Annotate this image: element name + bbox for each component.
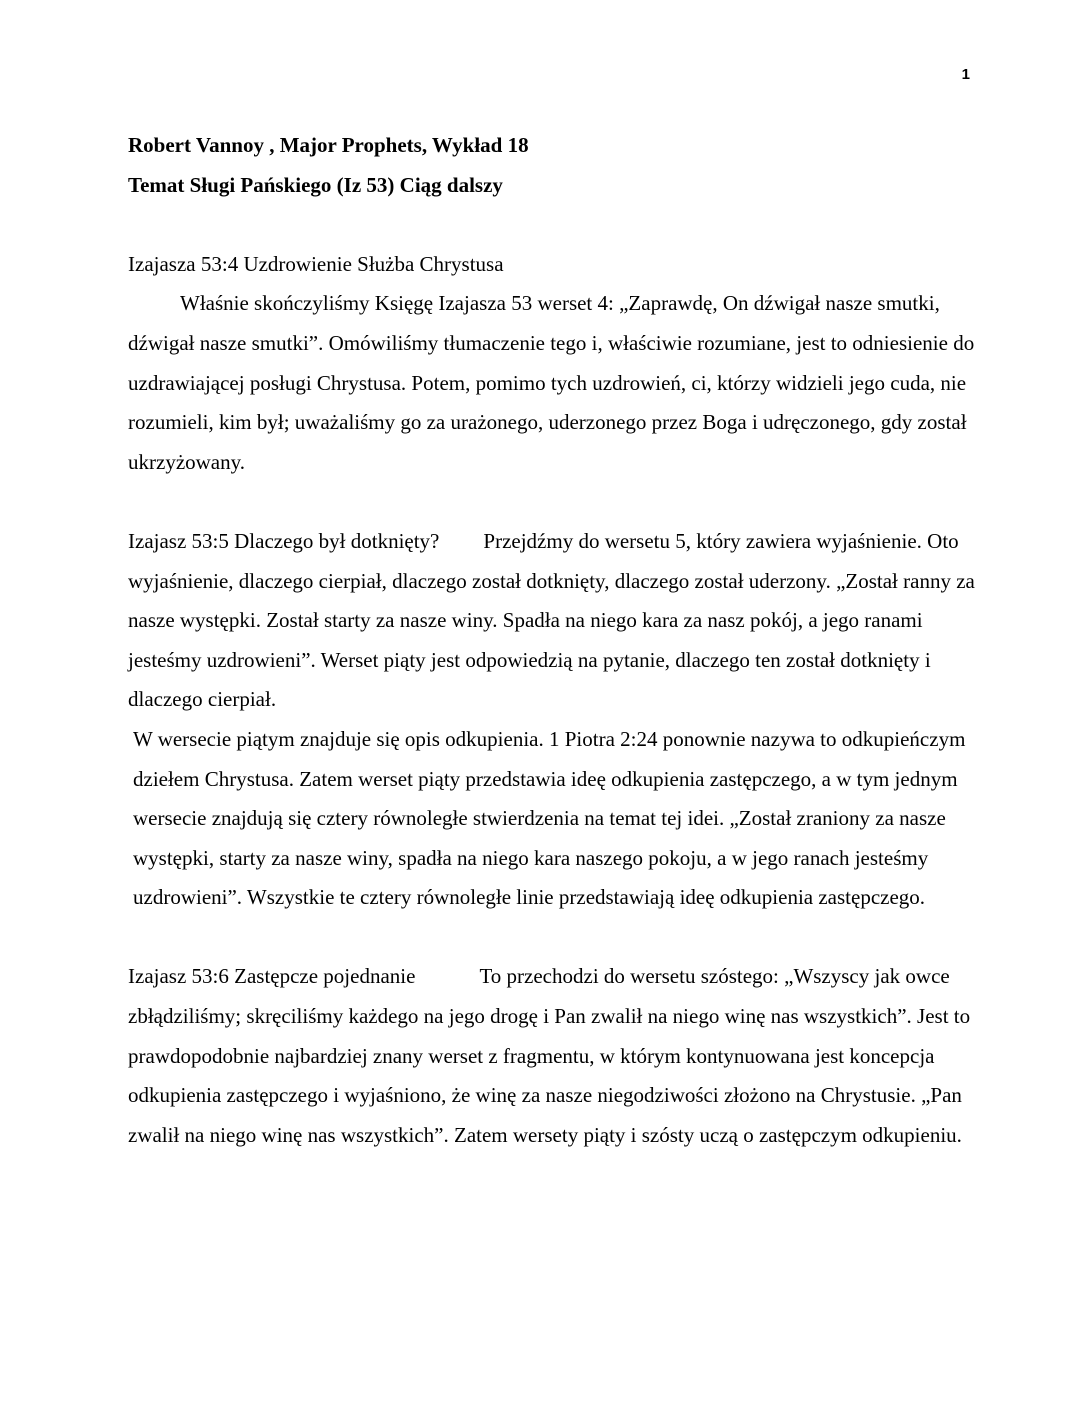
section-heading-53-5: Izajasz 53:5 Dlaczego był dotknięty? <box>128 528 440 553</box>
document-title: Robert Vannoy , Major Prophets, Wykład 18 <box>128 133 529 157</box>
paragraph-53-5-continued: W wersecie piątym znajduje się opis odkupienia. 1 Piotra 2:24 ponownie nazywa to odkupieńczym dziełem Chrystusa. Zatem werset piąty przedstawia ideę odkupienia zastępczego, a w tym jednym wersecie znajdują się cztery równoległe stwierdzenia na temat tej idei. „Został zraniony za nasze występki, starty za nasze winy, spadła na niego kara naszego pokoju, a w jego ranach jesteśmy uzdrowieni”. Wszystkie te cztery równoległe linie przedstawiają ideę odkupienia zastępczego. <box>133 726 966 910</box>
paragraph-53-5 <box>128 522 976 720</box>
paragraph-53-6 <box>128 957 976 1155</box>
document-body <box>128 126 976 1155</box>
paragraph-53-4: Właśnie skończyliśmy Księgę Izajasza 53 werset 4: „Zaprawdę, On dźwigał nasze smutki, dźwigał nasze smutki”. Omówiliśmy tłumaczenie tego i, właściwie rozumiane, jest to odniesienie do uzdrawiającej posługi Chrystusa. Potem, pomimo tych uzdrowień, ci, którzy widzieli jego cuda, nie rozumieli, kim był; uważaliśmy go za urażonego, uderzonego przez Boga i udręczonego, gdy został ukrzyżowany. <box>128 291 975 474</box>
paragraph-53-6-text: To przechodzi do wersetu szóstego: „Wszyscy jak owce zbłądziliśmy; skręciliśmy każdego na jego drogę i Pan zwalił na niego winę nas wszystkich”. Jest to prawdopodobnie najbardziej znany werset z fragmentu, w którym kontynuowana jest koncepcja odkupienia zastępczego i wyjaśniono, że winę za nasze niegodziwości złożono na Chrystusie. „Pan zwalił na niego winę nas wszystkich”. Zatem wersety piąty i szósty uczą o zastępczym odkupieniu. <box>128 964 971 1147</box>
blank-line <box>128 482 976 522</box>
paragraph-53-5-text: Przejdźmy do wersetu 5, który zawiera wyjaśnienie. Oto wyjaśnienie, dlaczego cierpiał, dlaczego został dotknięty, dlaczego został uderzony. „Został ranny za nasze występki. Został starty za nasze winy. Spadła na niego kara za nasz pokój, a jego ranami jesteśmy uzdrowieni”. Werset piąty jest odpowiedzią na pytanie, dlaczego ten został dotknięty i dlaczego cierpiał. <box>128 528 975 712</box>
blank-line <box>128 205 976 245</box>
document-subtitle: Temat Sługi Pańskiego (Iz 53) Ciąg dalszy <box>128 172 503 197</box>
blank-line <box>128 918 976 958</box>
page-number: 1 <box>961 66 970 83</box>
section-heading-53-4: Izajasza 53:4 Uzdrowienie Służba Chrystusa <box>128 251 504 276</box>
section-heading-53-6: Izajasz 53:6 Zastępcze pojednanie <box>128 964 416 989</box>
